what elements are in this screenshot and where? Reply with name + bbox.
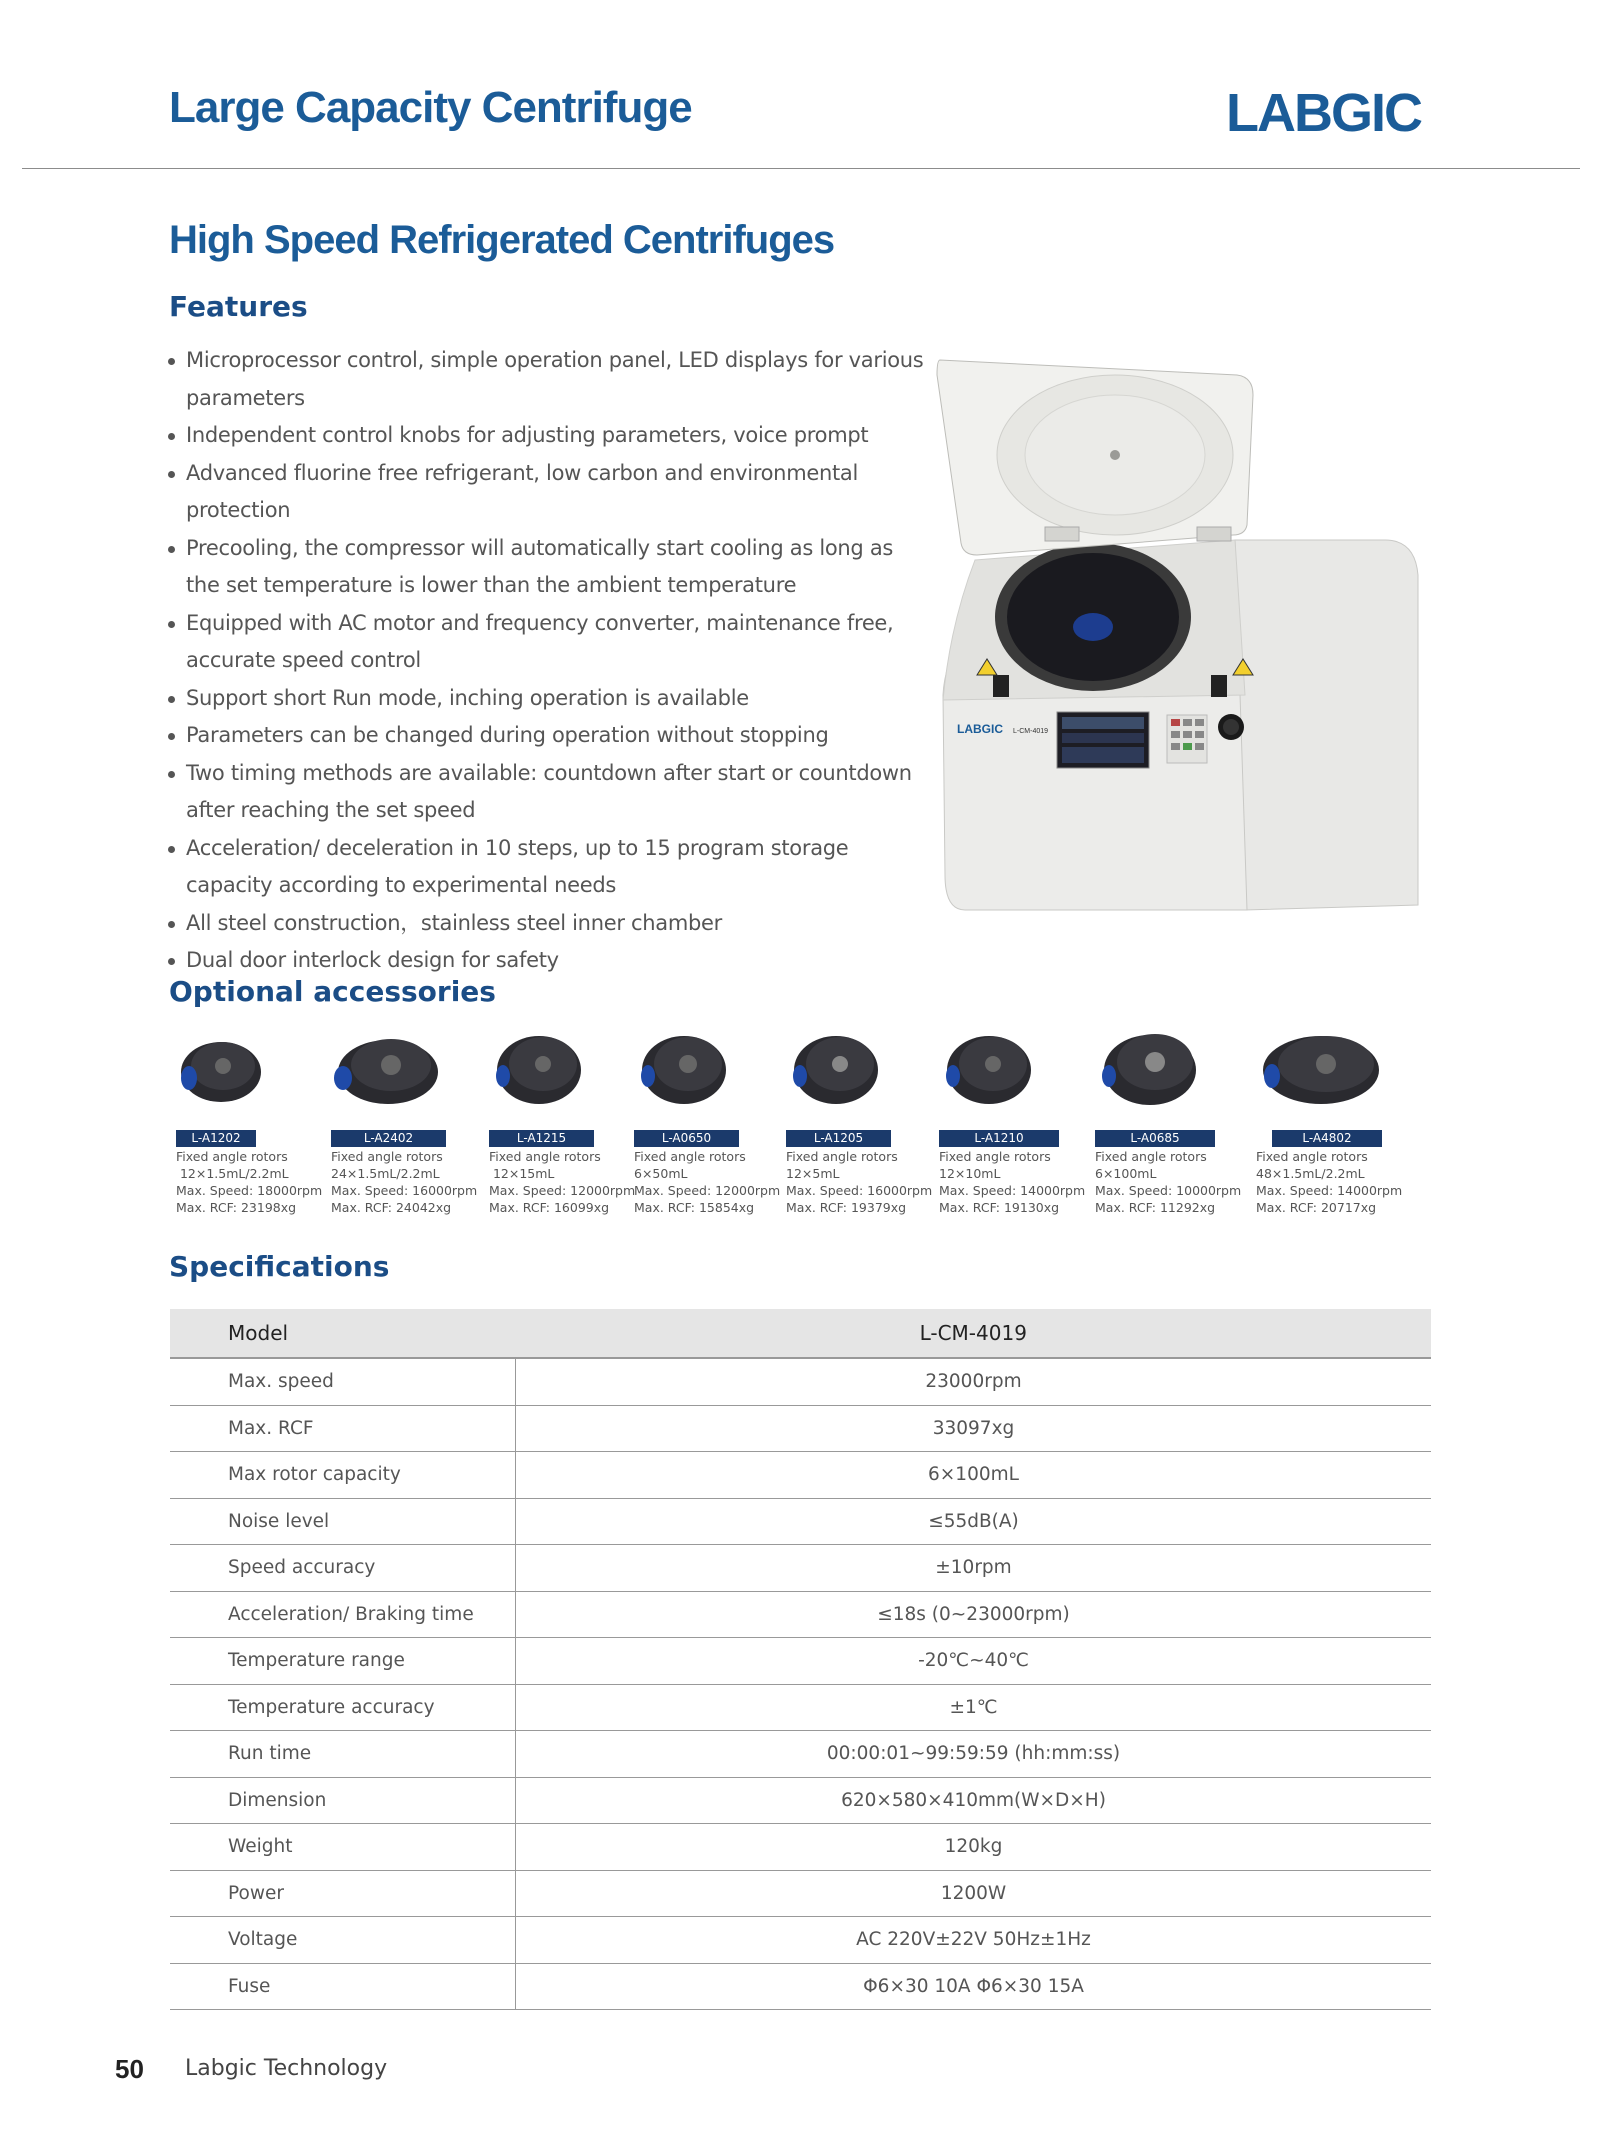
- spec-label: Dimension: [170, 1777, 516, 1824]
- spec-label: Speed accuracy: [170, 1545, 516, 1592]
- accessories-row: [168, 1020, 1408, 1230]
- accessory-code: L-A4802: [1272, 1130, 1382, 1147]
- feature-item: Equipped with AC motor and frequency converter, maintenance free, accurate speed control: [168, 605, 928, 680]
- spec-value: 620×580×410mm(W×D×H): [516, 1777, 1432, 1824]
- accessory-description: Fixed angle rotors 6×50mL Max. Speed: 12000rpm Max. RCF: 15854xg: [634, 1149, 781, 1215]
- spec-label: Max. speed: [170, 1358, 516, 1405]
- rotor-image: [176, 1020, 266, 1115]
- section-title: High Speed Refrigerated Centrifuges: [169, 218, 835, 262]
- specifications-heading: Specifications: [169, 1250, 390, 1283]
- table-row: [170, 1545, 1431, 1592]
- page-number: 50: [115, 2054, 144, 2084]
- table-row: [170, 1870, 1431, 1917]
- feature-item: Two timing methods are available: countdown after start or countdown after reaching the set speed: [168, 755, 928, 830]
- rotor-image: [786, 1020, 886, 1115]
- spec-label: Power: [170, 1870, 516, 1917]
- document-header-title: Large Capacity Centrifuge: [169, 83, 692, 132]
- spec-value: AC 220V±22V 50Hz±1Hz: [516, 1917, 1432, 1964]
- spec-label: Temperature range: [170, 1638, 516, 1685]
- spec-label: Max rotor capacity: [170, 1452, 516, 1499]
- accessory-description: Fixed angle rotors 24×1.5mL/2.2mL Max. Speed: 16000rpm Max. RCF: 24042xg: [331, 1149, 478, 1215]
- accessory-code: L-A1202: [176, 1130, 256, 1147]
- accessory-code: L-A1210: [939, 1130, 1059, 1147]
- feature-item: Support short Run mode, inching operation is available: [168, 680, 928, 718]
- spec-value: 33097xg: [516, 1405, 1432, 1452]
- spec-label: Temperature accuracy: [170, 1684, 516, 1731]
- labgic-logo: LABGIC: [1226, 83, 1421, 143]
- spec-label: Weight: [170, 1824, 516, 1871]
- feature-item: All steel construction，stainless steel inner chamber: [168, 905, 928, 943]
- table-row: [170, 1777, 1431, 1824]
- table-row: [170, 1917, 1431, 1964]
- feature-item: Advanced fluorine free refrigerant, low carbon and environmental protection: [168, 455, 928, 530]
- accessory-item: [176, 1020, 336, 1215]
- accessory-item: [489, 1020, 649, 1215]
- table-row: [170, 1498, 1431, 1545]
- features-heading: Features: [169, 290, 308, 323]
- accessory-description: Fixed angle rotors 6×100mL Max. Speed: 10000rpm Max. RCF: 11292xg: [1095, 1149, 1242, 1215]
- accessory-description: Fixed angle rotors 12×15mL Max. Speed: 12000rpm Max. RCF: 16099xg: [489, 1149, 636, 1215]
- accessory-code: L-A1215: [489, 1130, 594, 1147]
- rotor-image: [1095, 1020, 1205, 1115]
- feature-item: Acceleration/ deceleration in 10 steps, up to 15 program storage capacity according to experimental needs: [168, 830, 928, 905]
- spec-label: Run time: [170, 1731, 516, 1778]
- table-row: [170, 1591, 1431, 1638]
- accessory-code: L-A2402: [331, 1130, 446, 1147]
- spec-value: 120kg: [516, 1824, 1432, 1871]
- accessory-description: Fixed angle rotors 12×1.5mL/2.2mL Max. Speed: 18000rpm Max. RCF: 23198xg: [176, 1149, 323, 1215]
- table-row: [170, 1452, 1431, 1499]
- table-header-label: Model: [170, 1309, 516, 1358]
- rotor-image: [489, 1020, 589, 1115]
- accessory-item: [939, 1020, 1099, 1215]
- accessory-code: L-A0685: [1095, 1130, 1215, 1147]
- accessory-item: [786, 1020, 946, 1215]
- table-row: [170, 1638, 1431, 1685]
- spec-label: Acceleration/ Braking time: [170, 1591, 516, 1638]
- feature-item: Independent control knobs for adjusting parameters, voice prompt: [168, 417, 928, 455]
- spec-value: 1200W: [516, 1870, 1432, 1917]
- accessories-heading: Optional accessories: [169, 975, 496, 1008]
- features-list: [168, 342, 928, 980]
- rotor-image: [331, 1020, 441, 1115]
- accessory-item: [331, 1020, 491, 1215]
- accessory-item: [1256, 1020, 1416, 1215]
- spec-value: ±10rpm: [516, 1545, 1432, 1592]
- spec-label: Max. RCF: [170, 1405, 516, 1452]
- rotor-image: [1256, 1020, 1386, 1115]
- spec-value: ≤18s (0~23000rpm): [516, 1591, 1432, 1638]
- spec-label: Fuse: [170, 1963, 516, 2010]
- spec-label: Voltage: [170, 1917, 516, 1964]
- table-row: [170, 1358, 1431, 1405]
- footer-company: Labgic Technology: [185, 2056, 388, 2081]
- table-row: [170, 1731, 1431, 1778]
- feature-item: Precooling, the compressor will automatically start cooling as long as the set temperature is lower than the ambient temperature: [168, 530, 928, 605]
- front-panel-model: L-CM-4019: [1013, 728, 1049, 735]
- header-divider: [22, 168, 1580, 169]
- accessory-code: L-A0650: [634, 1130, 739, 1147]
- centrifuge-product-image: [935, 355, 1421, 915]
- table-header-row: [170, 1309, 1431, 1358]
- specifications-table: [170, 1309, 1431, 2010]
- spec-value: 00:00:01~99:59:59 (hh:mm:ss): [516, 1731, 1432, 1778]
- spec-value: ≤55dB(A): [516, 1498, 1432, 1545]
- accessory-item: [1095, 1020, 1255, 1215]
- spec-value: 23000rpm: [516, 1358, 1432, 1405]
- table-row: [170, 1963, 1431, 2010]
- table-header-value: L-CM-4019: [516, 1309, 1432, 1358]
- rotor-image: [634, 1020, 734, 1115]
- accessory-code: L-A1205: [786, 1130, 891, 1147]
- feature-item: Microprocessor control, simple operation panel, LED displays for various parameters: [168, 342, 928, 417]
- spec-value: 6×100mL: [516, 1452, 1432, 1499]
- front-panel-brand: LABGIC: [957, 722, 1003, 736]
- table-row: [170, 1824, 1431, 1871]
- accessory-item: [634, 1020, 794, 1215]
- feature-item: Parameters can be changed during operation without stopping: [168, 717, 928, 755]
- accessory-description: Fixed angle rotors 12×10mL Max. Speed: 14000rpm Max. RCF: 19130xg: [939, 1149, 1086, 1215]
- rotor-image: [939, 1020, 1039, 1115]
- accessory-description: Fixed angle rotors 12×5mL Max. Speed: 16000rpm Max. RCF: 19379xg: [786, 1149, 933, 1215]
- spec-value: ±1℃: [516, 1684, 1432, 1731]
- spec-value: Φ6×30 10A Φ6×30 15A: [516, 1963, 1432, 2010]
- table-row: [170, 1684, 1431, 1731]
- table-row: [170, 1405, 1431, 1452]
- spec-label: Noise level: [170, 1498, 516, 1545]
- spec-value: -20℃~40℃: [516, 1638, 1432, 1685]
- accessory-description: Fixed angle rotors 48×1.5mL/2.2mL Max. Speed: 14000rpm Max. RCF: 20717xg: [1256, 1149, 1403, 1215]
- feature-item: Dual door interlock design for safety: [168, 942, 928, 980]
